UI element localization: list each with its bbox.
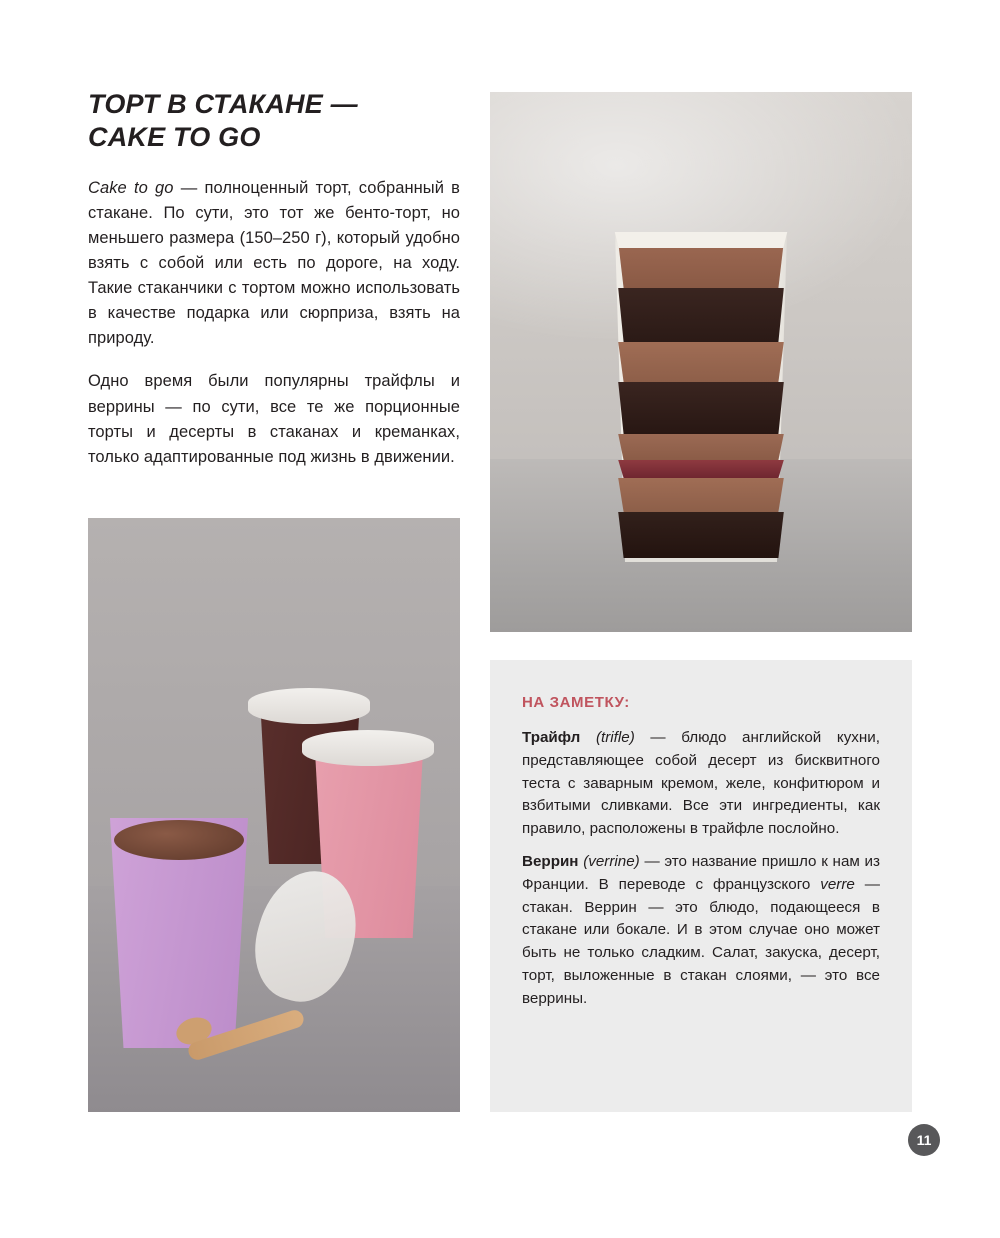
note-item-trifle [522,727,880,841]
page-title-line-1: ТОРТ В СТАКАНЕ — [88,89,358,119]
cups-photo [88,518,460,1112]
pink-cup-lid [302,730,434,766]
article-paragraph-1-lead: Cake to go [88,178,174,197]
cake-layer-cream-2 [611,434,791,460]
article-paragraph-1 [88,176,460,352]
note-term-trifle: Трайфл [522,729,581,746]
cake-layer-cream-1 [611,342,791,382]
cake-cup-rim [603,232,799,248]
note-text-verrine-part1: — это название пришло к нам из Франции. В переводе с французского [522,852,880,893]
cake-illustration [601,232,801,562]
brown-cup-lid [248,688,370,724]
note-term-verrine-latin: (verrine) [583,852,640,870]
note-item-verrine [522,851,880,1011]
cake-layer-sponge-2 [611,382,791,434]
chocolate-cream-filling [114,820,244,860]
page-title-line-2: CAKE TO GO [88,121,261,152]
cake-in-cup-photo [490,92,912,632]
cake-layer-sponge-1 [611,288,791,342]
cake-layer-cream-top [611,242,791,288]
article-paragraph-1-rest: — полноценный торт, собранный в стакане. По сути, это тот же бенто-торт, но меньшего размера (150–250 г), который удобно взять с собой или есть по дороге, на ходу. Такие стаканчики с тортом можно использовать в качестве подарка или сюрприза, взять на природу. [88,178,460,348]
article-paragraph-2: Одно время были популярны трайфлы и веррины — по сути, все те же порционные торты и десерты в стаканах и креманках, только адаптированные под жизнь в движении. [88,372,460,466]
note-text-verrine-part2: — стакан. Веррин — это блюдо, подающееся в стакане или бокале. И в этом случае оно может быть не только сладким. Салат, закуска, десерт, торт, выложенные в стакан слоями, — это все веррины. [522,875,880,1007]
page-title [88,88,460,154]
article-text-column [88,88,460,488]
note-heading: НА ЗАМЕТКУ: [522,694,630,711]
note-term-trifle-latin: (trifle) [595,729,635,746]
cake-layer-cream-3 [611,478,791,512]
note-text-verrine-italic: verre [820,875,855,893]
note-term-verrine: Веррин [522,852,579,870]
cake-layer-berry-jam [611,460,791,478]
page-number-badge: 11 [908,1124,940,1156]
cake-layer-sponge-3 [611,512,791,558]
note-box [490,660,912,1112]
note-text-trifle: — блюдо английской кухни, представляющее собой десерт из бисквитного теста с заварным кремом, желе, конфитюром и взбитыми сливками. Все эти ингредиенты, как правило, расположены в трайфле послойно. [522,729,880,838]
